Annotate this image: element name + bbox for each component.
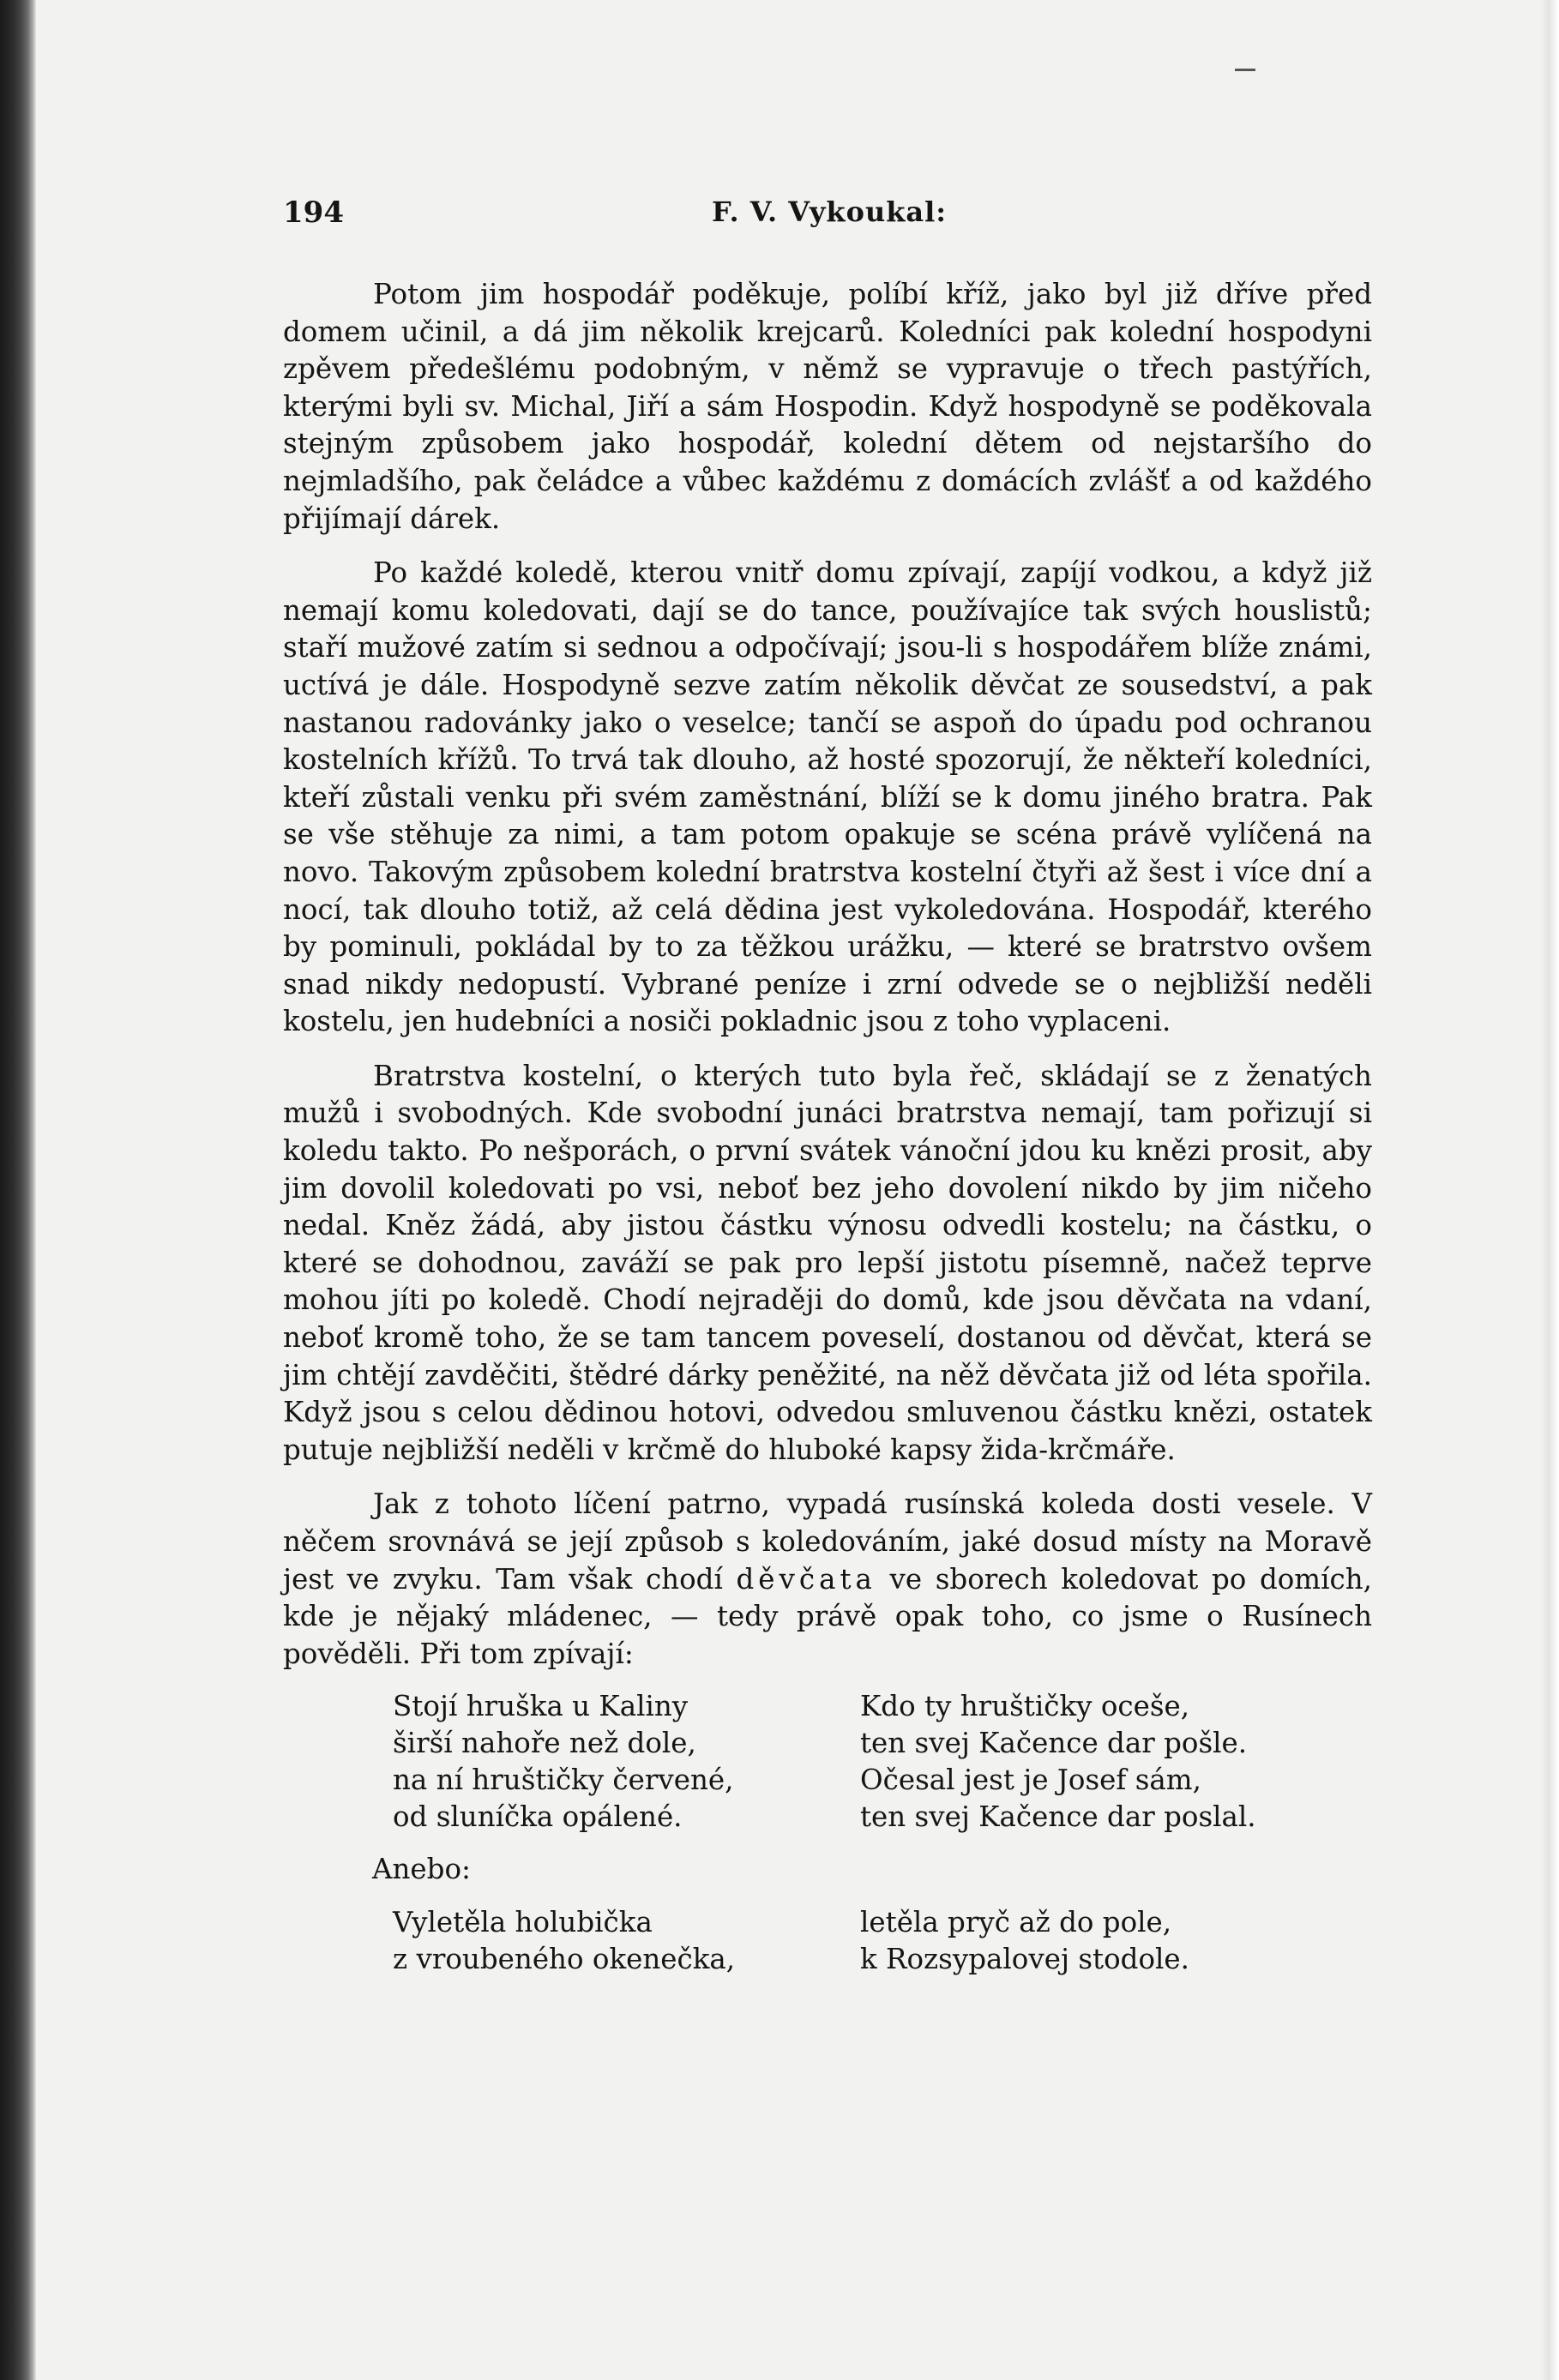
poem-line: ten svej Kačence dar poslal. <box>860 1800 1256 1834</box>
poem-line: od sluníčka opálené. <box>393 1800 683 1834</box>
poem-line: Kdo ty hruštičky oceše, <box>860 1690 1190 1723</box>
poem-line: z vroubeného okenečka, <box>393 1942 736 1975</box>
poem-line: Očesal jest je Josef sám, <box>860 1764 1201 1797</box>
paragraph-gap <box>283 1469 1372 1486</box>
body-text <box>283 276 1372 1978</box>
paragraph-3: Bratrstva kostelní, o kterých tuto byla řeč, skládají se z ženatých mužů i svobodných. Kde svobodní junáci bratrstva nemají, tam pořizují si koledu takto. Po nešporách, o první svátek vánoční jdou ku knězi prosit, aby jim dovolil koledovati po vsi, neboť bez jeho dovolení nikdo by jim ničeho nedal. Kněz žádá, aby jistou částku výnosu odvedli kostelu; na částku, o které se dohodnou, zaváží se pak pro lepší jistotu písemně, načež teprve mohou jíti po koledě. Chodí nejraději do domů, kde jsou děvčata na vdaní, neboť kromě toho, že se tam tancem poveselí, dostanou od děvčat, která se jim chtějí zavděčiti, štědré dárky peněžité, na něž děvčata již od léta spořila. Když jsou s celou dědinou hotovi, odvedou smluvenou částku knězi, ostatek putuje nejbližší neděli v krčmě do hluboké kapsy žida-krčmáře. <box>283 1059 1372 1466</box>
poem-line: Vyletěla holubička <box>393 1905 653 1938</box>
scan-mark <box>1235 69 1255 71</box>
poem-1 <box>393 1688 1372 1836</box>
page-header <box>283 195 1372 238</box>
poem-2-right-column <box>860 1904 1327 1978</box>
paragraph-4-spaced: děvčata <box>736 1562 876 1596</box>
poem-line: na ní hruštičky červené, <box>393 1764 734 1797</box>
poem-line: k Rozsypalovej stodole. <box>860 1942 1190 1975</box>
paragraph-1: Potom jim hospodář poděkuje, políbí kříž, jako byl již dříve před domem učinil, a dá jim několik krejcarů. Koledníci pak kolední hospodyni zpěvem předešlému podobným, v němž se vypravuje o třech pastýřích, kterými byli sv. Michal, Jiří a sám Hospodin. Když hospodyně se poděkovala stejným způsobem jako hospodář, kolední dětem od nejstaršího do nejmladšího, pak čeládce a vůbec každému z domácích zvlášť a od každého přijímají dárek. <box>283 278 1372 535</box>
page-edge <box>1540 0 1559 2380</box>
paragraph-2: Po každé koledě, kterou vnitř domu zpívají, zapíjí vodkou, a když již nemají komu koledovati, dají se do tance, používajíce tak svých houslistů; staří mužové zatím si sednou a odpočívají; jsou-li s hospodářem blíže známi, uctívá je dále. Hospodyně sezve zatím několik děvčat ze sousedství, a pak nastanou radovánky jako o veselce; tančí se aspoň do úpadu pod ochranou kostelních křížů. To trvá tak dlouho, až hosté spozorují, že někteří koledníci, kteří zůstali venku při svém zaměstnání, blíží se k domu jiného bratra. Pak se vše stěhuje za nimi, a tam potom opakuje se scéna právě vylíčená na novo. Takovým způsobem kolední bratrstva kostelní čtyři až šest i více dní a nocí, tak dlouho totiž, až celá dědina jest vykoledována. Hospodář, kterého by pominuli, pokládal by to za těžkou urážku, — které se bratrstvo ovšem snad nikdy nedopustí. Vybrané peníze i zrní odvede se o nejbližší neděli kostelu, jen hudebníci a nosiči pokladnic jsou z toho vyplaceni. <box>283 556 1372 1038</box>
paragraph-gap <box>283 538 1372 555</box>
paragraph-gap <box>283 1041 1372 1058</box>
anebo-label: Anebo: <box>372 1853 471 1886</box>
poem-line: širší nahoře než dole, <box>393 1727 696 1760</box>
poem-line: letěla pryč až do pole, <box>860 1905 1172 1938</box>
poem-2-left-column <box>393 1904 860 1978</box>
paragraph-4 <box>283 1486 1372 1673</box>
poem-line: ten svej Kačence dar pošle. <box>860 1727 1248 1760</box>
page-number: 194 <box>283 195 344 230</box>
binding-edge <box>0 0 36 2380</box>
poem-line: Stojí hruška u Kaliny <box>393 1690 689 1723</box>
poem-2 <box>393 1904 1372 1978</box>
paragraph-4-after: ve sborech koledovat po domích, kde je nějaký mládenec, — tedy právě opak toho, co jsme o Rusínech pověděli. Při tom zpívají: <box>283 1562 1372 1670</box>
poem-1-right-column <box>860 1688 1327 1836</box>
running-head: F. V. Vykoukal: <box>712 195 948 228</box>
poem-1-left-column <box>393 1688 860 1836</box>
paragraph-4-before: Jak z tohoto líčení patrno, vypadá rusínská koleda dosti vesele. V něčem srovnává se její způsob s koledováním, jaké dosud místy na Moravě jest ve zvyku. Tam však chodí <box>283 1488 1372 1596</box>
